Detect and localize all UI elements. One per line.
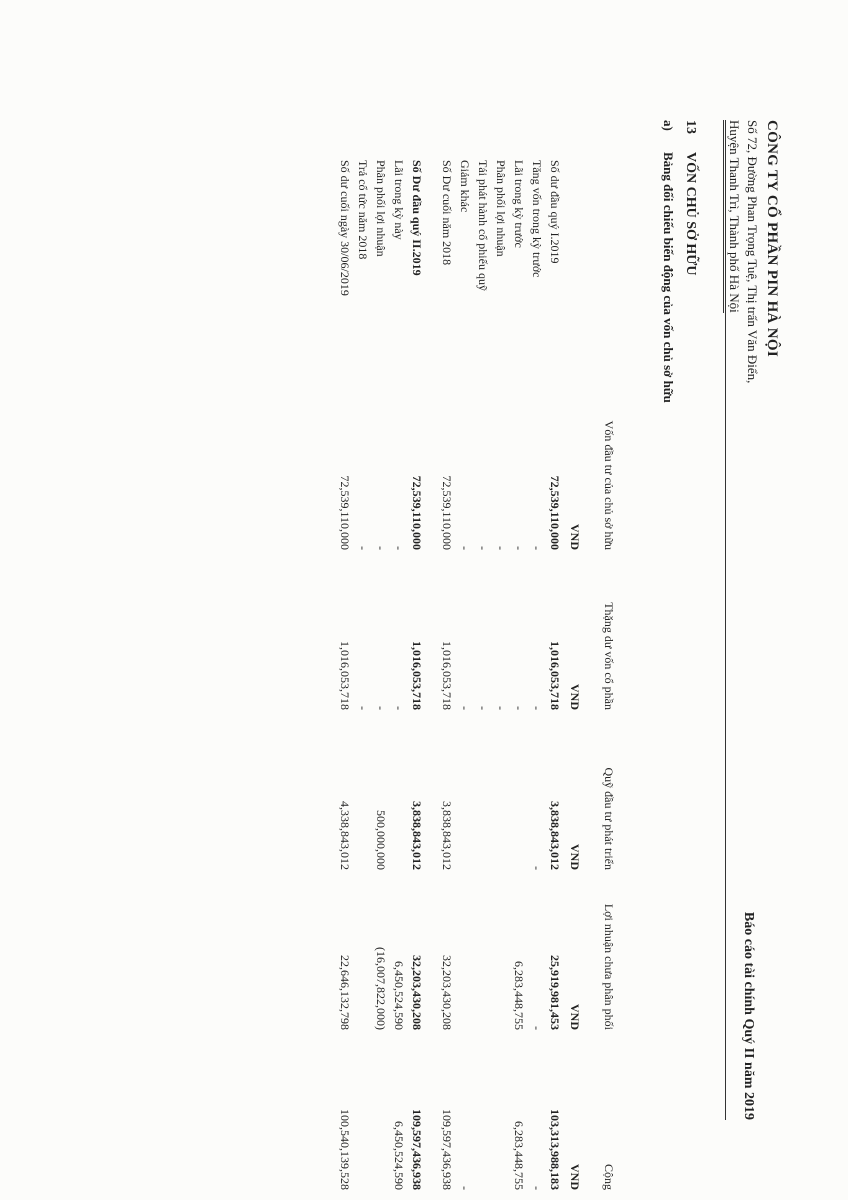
subsection-title: Bảng đối chiếu biến động của vốn chủ sở hữu — [661, 152, 676, 403]
row-label: Số Dư cuối năm 2018 — [440, 160, 454, 266]
cell: (16,007,822,000) — [374, 947, 388, 1030]
cell: - — [530, 866, 544, 870]
row-label: Tái phát hành cổ phiếu quỹ — [476, 160, 490, 291]
cell: 25,919,981,453 — [548, 955, 562, 1030]
cell: 72,539,110,000 — [440, 475, 454, 550]
row-label: Số dư đầu quý I.2019 — [548, 160, 562, 264]
cell: 4,338,843,012 — [338, 801, 352, 870]
col-header-owner-capital: Vốn đầu tư của chủ sở hữu — [602, 420, 616, 550]
cell: 109,597,436,938 — [410, 1109, 424, 1190]
cell: - — [530, 546, 544, 550]
cell: 72,539,110,000 — [548, 475, 562, 550]
cell: 6,283,448,755 — [512, 1121, 526, 1190]
row-label: Phân phối lợi nhuận — [374, 160, 388, 257]
cell: - — [458, 1186, 472, 1190]
cell: - — [356, 546, 370, 550]
cell: - — [476, 706, 490, 710]
row-label: Phân phối lợi nhuận — [494, 160, 508, 257]
cell: 3,838,843,012 — [410, 801, 424, 870]
col-unit: VND — [568, 524, 582, 550]
row-label: Trả cổ tức năm 2018 — [356, 160, 370, 260]
cell: 1,016,053,718 — [410, 641, 424, 710]
header-divider — [725, 120, 726, 1120]
cell: - — [392, 706, 406, 710]
col-unit: VND — [568, 844, 582, 870]
col-header-development-fund: Quỹ đầu tư phát triển — [602, 767, 616, 870]
cell: - — [458, 546, 472, 550]
cell: - — [458, 706, 472, 710]
row-label: Tăng vốn trong kỳ trước — [530, 160, 544, 278]
cell: - — [356, 706, 370, 710]
cell: - — [512, 706, 526, 710]
cell: 6,283,448,755 — [512, 961, 526, 1030]
subsection-number: a) — [661, 120, 676, 131]
company-name: CÔNG TY CỔ PHẦN PIN HÀ NỘI — [764, 120, 780, 357]
cell: - — [530, 1186, 544, 1190]
col-unit: VND — [568, 1164, 582, 1190]
col-unit: VND — [568, 1004, 582, 1030]
section-title: VỐN CHỦ SỞ HỮU — [683, 152, 698, 276]
cell: 22,646,132,798 — [338, 955, 352, 1030]
row-label: Số dư cuối ngày 30/06/2019 — [338, 160, 352, 296]
cell: 1,016,053,718 — [338, 641, 352, 710]
cell: - — [512, 546, 526, 550]
col-header-total: Cộng — [602, 1163, 616, 1190]
cell: - — [494, 546, 508, 550]
company-address-line1: Số 72, Đường Phan Trọng Tuệ, Thị trấn Văn Điển, — [745, 120, 760, 384]
section-number: 13 — [683, 120, 698, 134]
cell: 72,539,110,000 — [338, 475, 352, 550]
cell: 1,016,053,718 — [440, 641, 454, 710]
cell: 109,597,436,938 — [440, 1109, 454, 1190]
cell: 1,016,053,718 — [548, 641, 562, 710]
cell: 3,838,843,012 — [440, 801, 454, 870]
cell: 32,203,430,208 — [410, 955, 424, 1030]
cell: 32,203,430,208 — [440, 955, 454, 1030]
cell: 6,450,524,590 — [392, 961, 406, 1030]
cell: - — [530, 706, 544, 710]
row-label: Lãi trong kỳ trước — [512, 160, 526, 248]
cell: - — [374, 706, 388, 710]
row-label: Số Dư đầu quý II.2019 — [410, 160, 424, 276]
cell: 103,313,988,183 — [548, 1109, 562, 1190]
cell: - — [494, 706, 508, 710]
row-label: Giảm khác — [458, 160, 472, 213]
col-header-retained-earnings: Lợi nhuận chưa phân phối — [602, 903, 616, 1030]
cell: 3,838,843,012 — [548, 801, 562, 870]
cell: - — [476, 546, 490, 550]
cell: - — [392, 546, 406, 550]
cell: 100,540,139,528 — [338, 1109, 352, 1190]
cell: - — [530, 1026, 544, 1030]
report-title: Báo cáo tài chính Quý II năm 2019 — [741, 911, 756, 1120]
company-address-line2: Huyện Thanh Trì, Thành phố Hà Nội — [723, 120, 742, 313]
cell: 6,450,524,590 — [392, 1121, 406, 1190]
row-label: Lãi trong kỳ này — [392, 160, 406, 240]
col-header-share-premium: Thặng dư vốn cổ phần — [602, 602, 616, 710]
cell: 500,000,000 — [374, 810, 388, 870]
cell: 72,539,110,000 — [410, 475, 424, 550]
cell: - — [374, 546, 388, 550]
col-unit: VND — [568, 684, 582, 710]
